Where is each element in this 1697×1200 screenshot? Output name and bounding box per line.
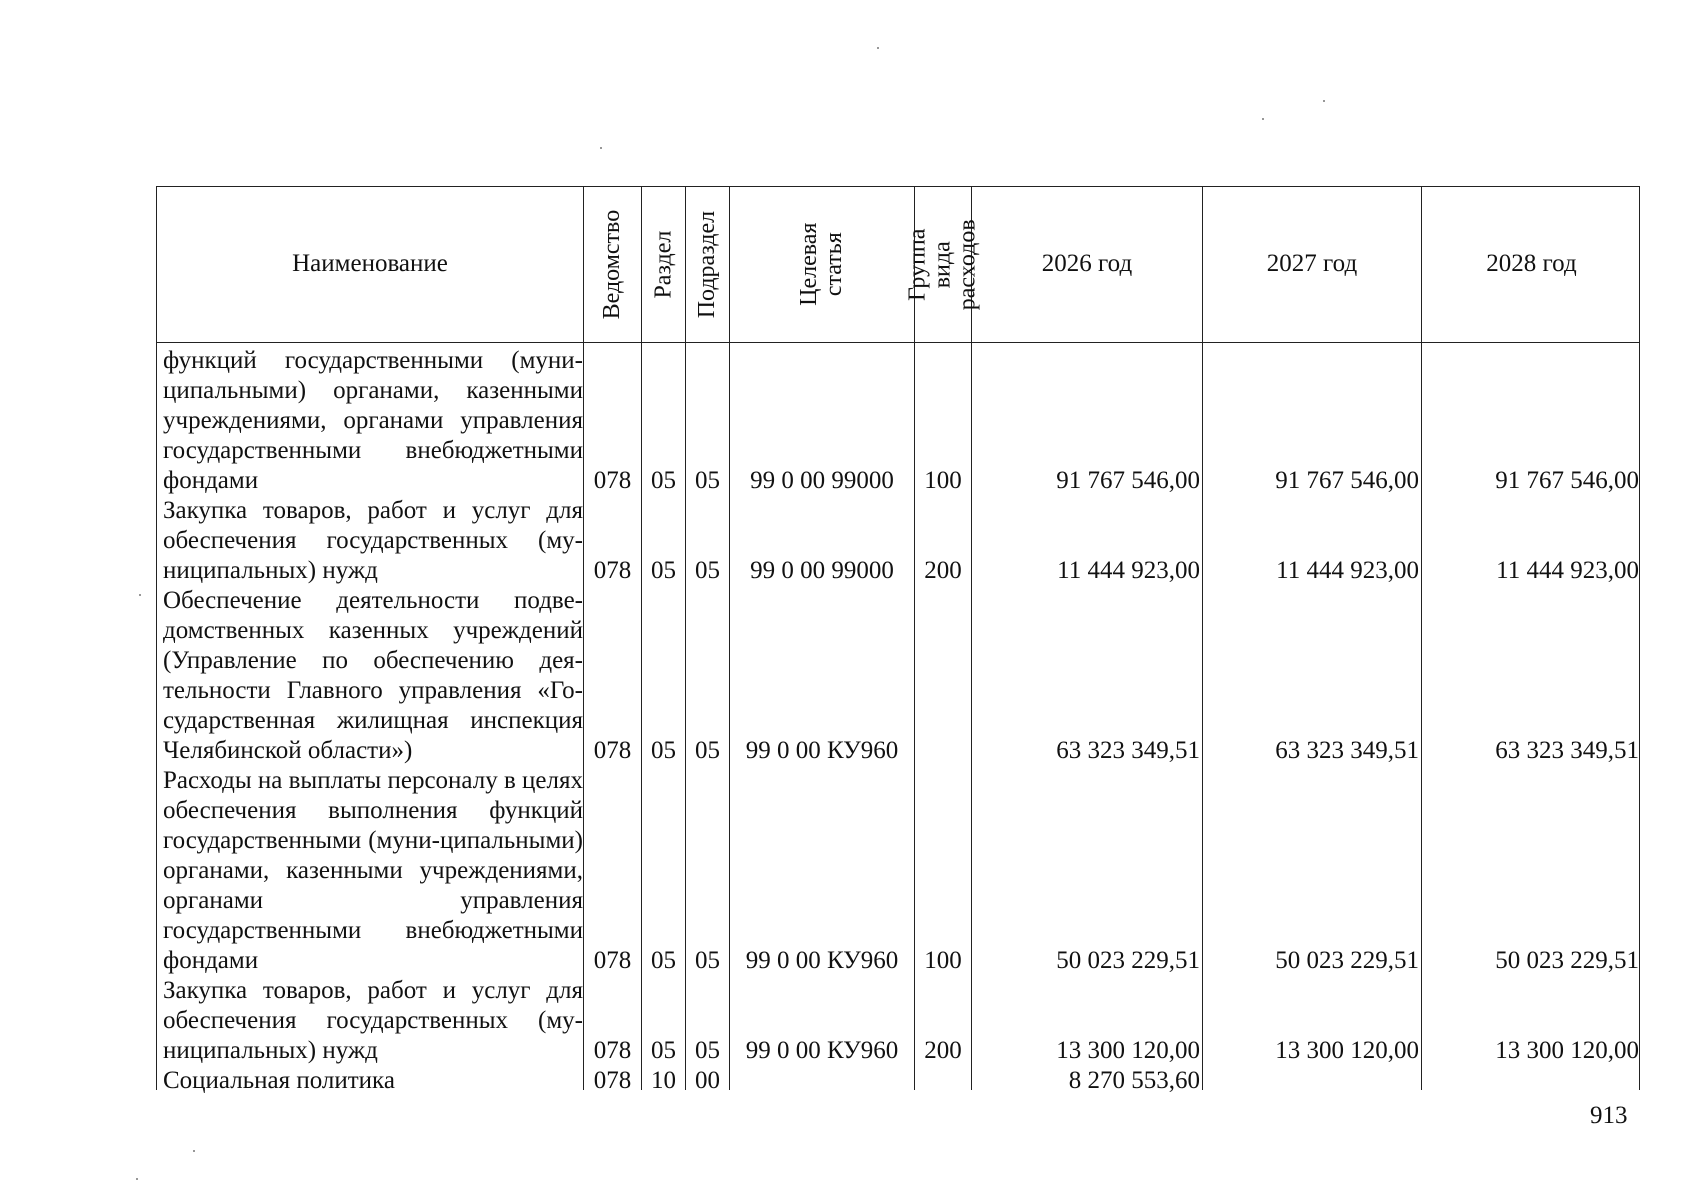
header-razdel: Раздел — [649, 230, 676, 299]
row-celevaya-statya: 99 0 00 99000 — [750, 467, 894, 494]
header-podrazdel: Подраздел — [693, 210, 720, 319]
row-razdel: 05 — [651, 947, 676, 974]
row-razdel: 05 — [651, 1037, 676, 1064]
header-name: Наименование — [292, 250, 448, 278]
row-name: Закупка товаров, работ и услуг для обеспечения государственных (му-ниципальных) нужд — [163, 977, 583, 1064]
header-2027: 2027 год — [1266, 250, 1358, 278]
row-2028: 63 323 349,51 — [1495, 737, 1639, 764]
row-2026: 13 300 120,00 — [1056, 1037, 1200, 1064]
row-podrazdel: 05 — [695, 947, 720, 974]
row-2026: 91 767 546,00 — [1056, 467, 1200, 494]
header-gruppa-vida-rashodov: Группа вида расходов — [904, 219, 981, 310]
row-celevaya-statya: 99 0 00 КУ960 — [745, 1037, 899, 1064]
row-podrazdel: 05 — [695, 467, 720, 494]
row-2027: 50 023 229,51 — [1275, 947, 1419, 974]
scan-speck — [193, 1150, 195, 1152]
scan-speck — [877, 47, 879, 49]
row-2026: 50 023 229,51 — [1056, 947, 1200, 974]
row-2026: 11 444 923,00 — [1057, 557, 1200, 584]
row-razdel: 10 — [651, 1067, 676, 1094]
row-name: Закупка товаров, работ и услуг для обеспечения государственных (му-ниципальных) нужд — [163, 497, 583, 584]
row-vedomstvo: 078 — [593, 1067, 632, 1094]
scan-speck — [1323, 100, 1325, 102]
row-celevaya-statya: 99 0 00 99000 — [750, 557, 894, 584]
scan-speck — [139, 594, 141, 596]
row-podrazdel: 00 — [695, 1067, 720, 1094]
row-2026: 8 270 553,60 — [1068, 1067, 1200, 1094]
row-name: функций государственными (муни-ципальными) органами, казенными учреждениями, органами управления государственными внебюджетными фондами — [163, 347, 583, 494]
row-vedomstvo: 078 — [593, 1037, 632, 1064]
row-gruppa: 100 — [924, 467, 962, 494]
row-gruppa: 100 — [924, 947, 962, 974]
row-2027: 63 323 349,51 — [1275, 737, 1419, 764]
row-name: Обеспечение деятельности подве-домственных казенных учреждений (Управление по обеспечению дея-тельности Главного управления «Го-сударственная жилищная инспекция Челябинской области») — [163, 587, 583, 764]
row-podrazdel: 05 — [695, 737, 720, 764]
row-vedomstvo: 078 — [593, 467, 632, 494]
budget-table — [156, 186, 1640, 1094]
row-2027: 13 300 120,00 — [1275, 1037, 1419, 1064]
row-gruppa: 200 — [924, 1037, 962, 1064]
row-podrazdel: 05 — [695, 557, 720, 584]
row-razdel: 05 — [651, 557, 676, 584]
row-razdel: 05 — [651, 737, 676, 764]
row-vedomstvo: 078 — [593, 947, 632, 974]
row-vedomstvo: 078 — [593, 557, 632, 584]
row-2028: 50 023 229,51 — [1495, 947, 1639, 974]
row-2028: 11 444 923,00 — [1496, 557, 1639, 584]
row-name: Социальная политика — [163, 1067, 395, 1094]
row-name: Расходы на выплаты персоналу в целях обеспечения выполнения функций государственными (муни-ципальными) органами, казенными учреждениями, органами управления государственными внебюджетными фондами — [163, 767, 583, 974]
row-2028: 13 300 120,00 — [1495, 1037, 1639, 1064]
header-2028: 2028 год — [1486, 250, 1577, 278]
header-vedomstvo: Ведомство — [598, 209, 625, 320]
scan-speck — [1262, 118, 1264, 120]
header-2026: 2026 год — [1041, 250, 1133, 278]
header-celevaya-statya: Целевая статья — [795, 222, 847, 307]
row-celevaya-statya: 99 0 00 КУ960 — [745, 737, 899, 764]
scan-speck — [136, 1178, 138, 1180]
row-2026: 63 323 349,51 — [1056, 737, 1200, 764]
row-podrazdel: 05 — [695, 1037, 720, 1064]
row-2028: 91 767 546,00 — [1495, 467, 1639, 494]
scan-speck — [600, 147, 602, 149]
page-number: 913 — [1590, 1102, 1628, 1129]
row-2027: 11 444 923,00 — [1276, 557, 1419, 584]
row-celevaya-statya: 99 0 00 КУ960 — [745, 947, 899, 974]
row-razdel: 05 — [651, 467, 676, 494]
row-gruppa: 200 — [924, 557, 962, 584]
row-vedomstvo: 078 — [593, 737, 632, 764]
row-2027: 91 767 546,00 — [1275, 467, 1419, 494]
